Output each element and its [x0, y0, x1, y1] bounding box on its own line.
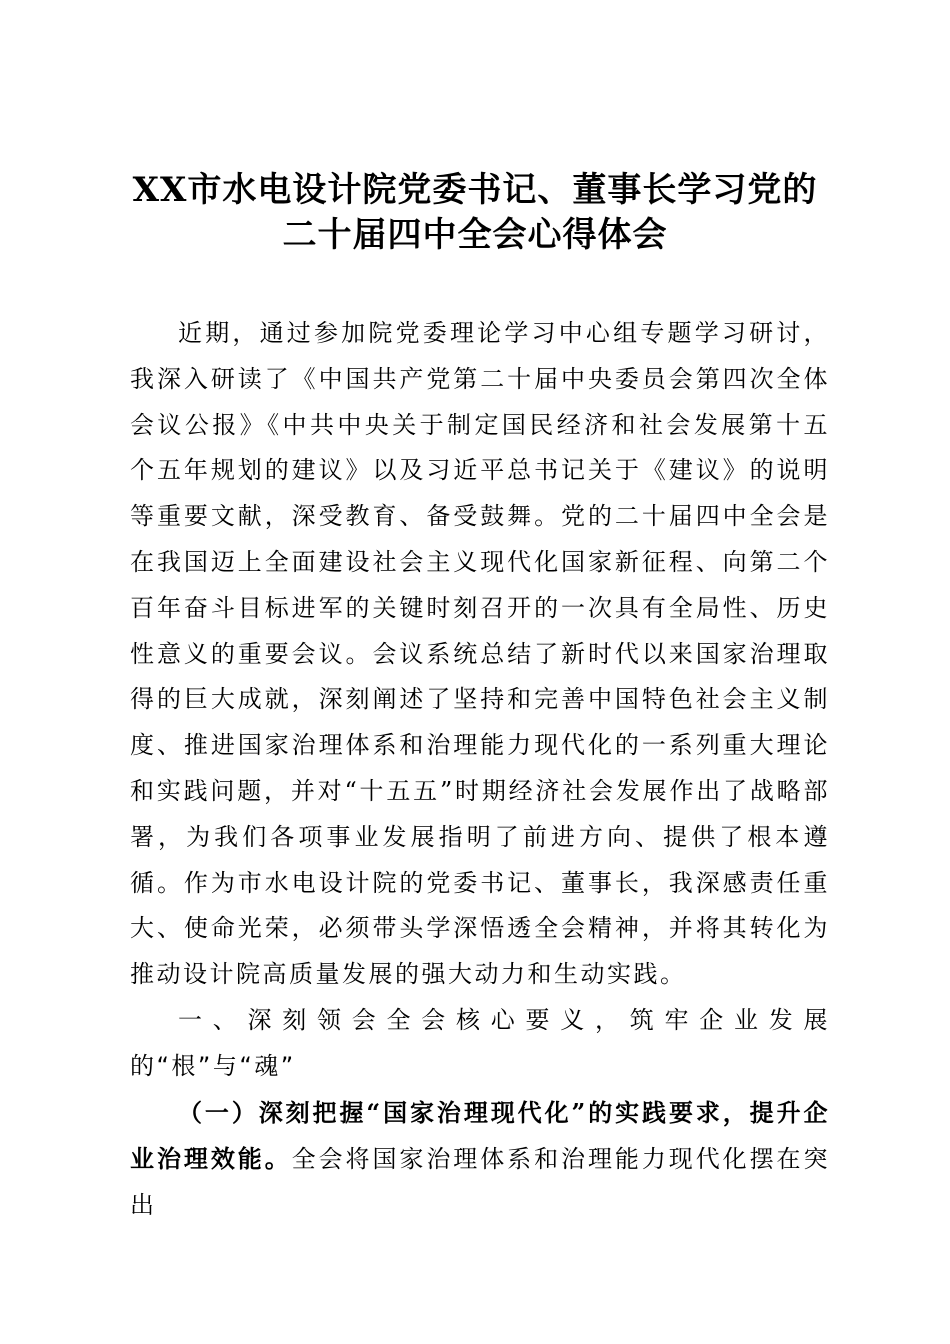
section-heading-1: 一、深刻领会全会核心要义，筑牢企业发展的“根”与“魂”	[130, 1005, 830, 1080]
title-line-1: XX市水电设计院党委书记、董事长学习党的	[132, 170, 818, 210]
title-line-2: 二十届四中全会心得体会	[282, 215, 668, 255]
subsection-heading-1: （一）深刻把握“国家治理现代化”的实践要求，提升企业治理效能。	[130, 1097, 830, 1174]
subsection-text-1: 全会将国家治理体系和治理能力现代化摆在突出	[130, 1145, 830, 1220]
subsection-paragraph-1	[130, 1090, 830, 1229]
document-title	[100, 168, 850, 258]
document-body	[130, 311, 830, 1229]
intro-paragraph: 近期，通过参加院党委理论学习中心组专题学习研讨，我深入研读了《中国共产党第二十届中央委员会第四次全体会议公报》《中共中央关于制定国民经济和社会发展第十五个五年规划的建议》以及习近平总书记关于《建议》的说明等重要文献，深受教育、备受鼓舞。党的二十届四中全会是在我国迈上全面建设社会主义现代化国家新征程、向第二个百年奋斗目标进军的关键时刻召开的一次具有全局性、历史性意义的重要会议。会议系统总结了新时代以来国家治理取得的巨大成就，深刻阐述了坚持和完善中国特色社会主义制度、推进国家治理体系和治理能力现代化的一系列重大理论和实践问题，并对“十五五”时期经济社会发展作出了战略部署，为我们各项事业发展指明了前进方向、提供了根本遵循。作为市水电设计院的党委书记、董事长，我深感责任重大、使命光荣，必须带头学深悟透全会精神，并将其转化为推动设计院高质量发展的强大动力和生动实践。	[130, 319, 830, 989]
